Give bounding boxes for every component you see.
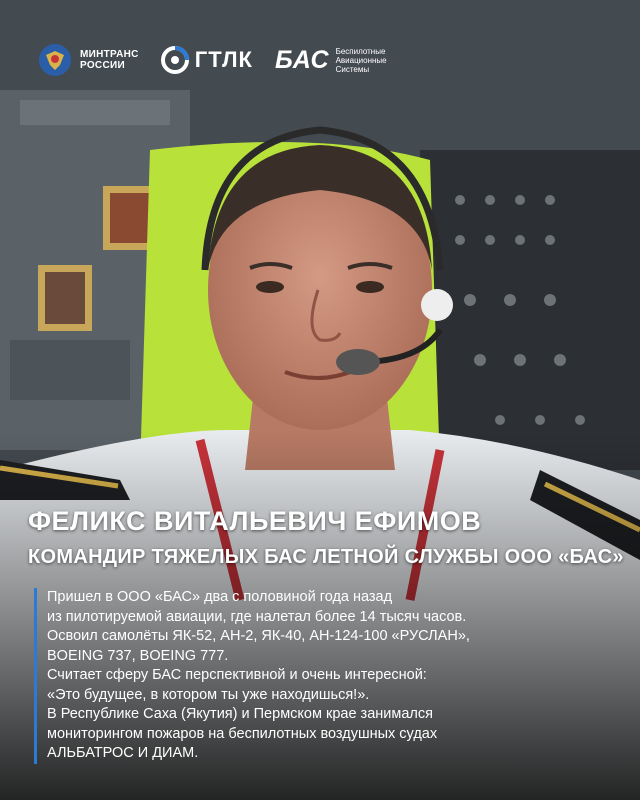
bas-sub-3: Системы [335,64,370,74]
bas-text: БАС [274,45,330,74]
bas-logo [275,46,387,75]
bas-sub-1: Беспилотные [335,46,386,56]
mintrans-line2: РОССИИ [80,60,125,71]
bio-line: Освоил самолёты ЯК-52, АН-2, ЯК-40, АН-124-100 «РУСЛАН», [47,628,470,644]
bio-line: из пилотируемой авиации, где налетал более 14 тысяч часов. [47,608,467,625]
bio-line: «Это будущее, в котором ты уже находишься!». [47,686,370,703]
mintrans-logo [38,43,139,77]
bas-sub-2: Авиационные [335,55,387,65]
bio-line: АЛЬБАТРОС И ДИАМ. [47,745,199,761]
partner-logos [38,40,409,80]
bio-line: мониторингом пожаров на беспилотных воздушных судах [47,725,438,742]
person-role: КОМАНДИР ТЯЖЕЛЫХ БАС ЛЕТНОЙ СЛУЖБЫ ООО «БАС» [28,546,624,568]
gtlk-text: ГТЛК [194,47,253,72]
eagle-emblem-icon [38,43,72,77]
gtlk-logo [161,46,253,74]
mintrans-line1: МИНТРАНС [80,49,139,60]
bio-line: В Республике Саха (Якутия) и Пермском крае занимался [47,706,433,722]
bio-line: Пришел в ООО «БАС» два с половиной года назад [47,589,393,605]
bio-line: BOEING 737, BOEING 777. [47,647,229,664]
bio-text [34,588,627,764]
gtlk-swirl-icon [161,46,189,74]
bio-line: Считает сферу БАС перспективной и очень интересной: [47,667,427,683]
person-name: ФЕЛИКС ВИТАЛЬЕВИЧ ЕФИМОВ [28,506,482,536]
